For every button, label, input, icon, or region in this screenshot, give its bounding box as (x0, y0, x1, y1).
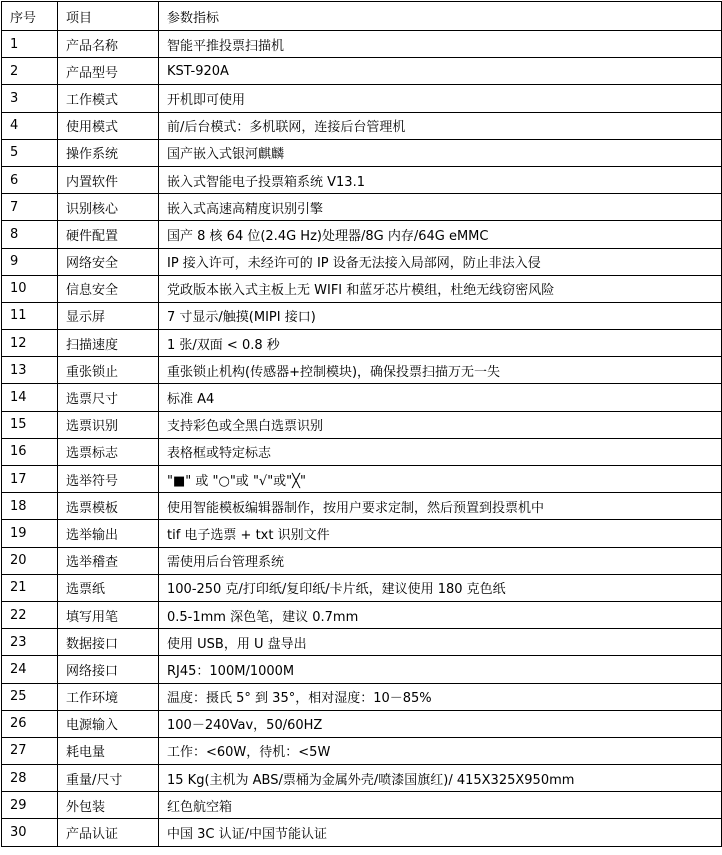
row-number-cell: 3 (2, 85, 58, 112)
row-number-cell: 26 (2, 710, 58, 737)
row-item-cell: 识别核心 (58, 194, 159, 221)
table-row (2, 357, 722, 384)
table-row (2, 438, 722, 465)
row-spec-cell: KST-920A (159, 58, 722, 85)
row-item-cell: 工作模式 (58, 85, 159, 112)
row-number-cell: 27 (2, 737, 58, 764)
table-row (2, 819, 722, 846)
row-spec-cell: "■" 或 "○"或 "√"或"╳" (159, 466, 722, 493)
row-number-cell: 20 (2, 547, 58, 574)
row-number-cell: 1 (2, 31, 58, 58)
table-body (2, 31, 722, 847)
row-spec-cell: 重张锁止机构(传感器+控制模块)，确保投票扫描万无一失 (159, 357, 722, 384)
row-spec-cell: 嵌入式智能电子投票箱系统 V13.1 (159, 166, 722, 193)
row-item-cell: 信息安全 (58, 275, 159, 302)
table-row (2, 574, 722, 601)
row-number-cell: 30 (2, 819, 58, 846)
row-number-cell: 7 (2, 194, 58, 221)
header-no: 序号 (2, 2, 58, 31)
table-row (2, 601, 722, 628)
row-number-cell: 16 (2, 438, 58, 465)
row-spec-cell: IP 接入许可，未经许可的 IP 设备无法接入局部网，防止非法入侵 (159, 248, 722, 275)
row-number-cell: 28 (2, 765, 58, 792)
table-row (2, 248, 722, 275)
row-item-cell: 选票纸 (58, 574, 159, 601)
row-spec-cell: 7 寸显示/触摸(MIPI 接口) (159, 302, 722, 329)
row-number-cell: 5 (2, 139, 58, 166)
row-spec-cell: 前/后台模式：多机联网，连接后台管理机 (159, 112, 722, 139)
row-number-cell: 21 (2, 574, 58, 601)
row-spec-cell: 表格框或特定标志 (159, 438, 722, 465)
row-spec-cell: 100-250 克/打印纸/复印纸/卡片纸，建议使用 180 克色纸 (159, 574, 722, 601)
row-spec-cell: 1 张/双面 < 0.8 秒 (159, 330, 722, 357)
row-item-cell: 耗电量 (58, 737, 159, 764)
row-number-cell: 14 (2, 384, 58, 411)
spec-table (1, 1, 722, 847)
row-item-cell: 填写用笔 (58, 601, 159, 628)
table-row (2, 656, 722, 683)
header-item: 项目 (58, 2, 159, 31)
table-row (2, 466, 722, 493)
row-number-cell: 9 (2, 248, 58, 275)
table-row (2, 683, 722, 710)
row-item-cell: 选票模板 (58, 493, 159, 520)
row-number-cell: 29 (2, 792, 58, 819)
row-spec-cell: 党政版本嵌入式主板上无 WIFI 和蓝牙芯片模组，杜绝无线窃密风险 (159, 275, 722, 302)
row-item-cell: 产品认证 (58, 819, 159, 846)
row-spec-cell: 0.5-1mm 深色笔，建议 0.7mm (159, 601, 722, 628)
row-spec-cell: 使用智能模板编辑器制作，按用户要求定制，然后预置到投票机中 (159, 493, 722, 520)
table-row (2, 302, 722, 329)
row-spec-cell: 国产嵌入式银河麒麟 (159, 139, 722, 166)
row-item-cell: 网络安全 (58, 248, 159, 275)
row-item-cell: 硬件配置 (58, 221, 159, 248)
row-item-cell: 使用模式 (58, 112, 159, 139)
row-item-cell: 重张锁止 (58, 357, 159, 384)
row-item-cell: 选票标志 (58, 438, 159, 465)
table-row (2, 765, 722, 792)
row-item-cell: 数据接口 (58, 629, 159, 656)
row-spec-cell: 使用 USB，用 U 盘导出 (159, 629, 722, 656)
table-row (2, 221, 722, 248)
row-spec-cell: 红色航空箱 (159, 792, 722, 819)
row-number-cell: 11 (2, 302, 58, 329)
row-number-cell: 23 (2, 629, 58, 656)
row-spec-cell: 中国 3C 认证/中国节能认证 (159, 819, 722, 846)
table-row (2, 58, 722, 85)
row-item-cell: 重量/尺寸 (58, 765, 159, 792)
row-spec-cell: 温度：摄氏 5° 到 35°，相对湿度：10－85% (159, 683, 722, 710)
table-row (2, 493, 722, 520)
row-number-cell: 6 (2, 166, 58, 193)
row-number-cell: 24 (2, 656, 58, 683)
row-item-cell: 产品名称 (58, 31, 159, 58)
table-row (2, 85, 722, 112)
row-item-cell: 电源输入 (58, 710, 159, 737)
row-item-cell: 网络接口 (58, 656, 159, 683)
row-spec-cell: 工作：<60W，待机：<5W (159, 737, 722, 764)
table-header-row (2, 2, 722, 31)
row-spec-cell: 智能平推投票扫描机 (159, 31, 722, 58)
table-row (2, 275, 722, 302)
row-spec-cell: 标准 A4 (159, 384, 722, 411)
row-item-cell: 扫描速度 (58, 330, 159, 357)
row-item-cell: 产品型号 (58, 58, 159, 85)
row-spec-cell: 开机即可使用 (159, 85, 722, 112)
row-spec-cell: tif 电子选票 + txt 识别文件 (159, 520, 722, 547)
row-number-cell: 19 (2, 520, 58, 547)
row-number-cell: 18 (2, 493, 58, 520)
row-number-cell: 22 (2, 601, 58, 628)
row-item-cell: 选举稽查 (58, 547, 159, 574)
row-item-cell: 外包装 (58, 792, 159, 819)
row-item-cell: 操作系统 (58, 139, 159, 166)
row-number-cell: 12 (2, 330, 58, 357)
row-item-cell: 显示屏 (58, 302, 159, 329)
table-row (2, 384, 722, 411)
row-spec-cell: 需使用后台管理系统 (159, 547, 722, 574)
table-row (2, 31, 722, 58)
table-row (2, 166, 722, 193)
header-spec: 参数指标 (159, 2, 722, 31)
table-row (2, 710, 722, 737)
row-number-cell: 15 (2, 411, 58, 438)
row-spec-cell: 嵌入式高速高精度识别引擎 (159, 194, 722, 221)
row-spec-cell: 支持彩色或全黑白选票识别 (159, 411, 722, 438)
table-row (2, 520, 722, 547)
table-row (2, 112, 722, 139)
row-number-cell: 10 (2, 275, 58, 302)
row-spec-cell: RJ45：100M/1000M (159, 656, 722, 683)
table-row (2, 194, 722, 221)
table-row (2, 139, 722, 166)
row-item-cell: 工作环境 (58, 683, 159, 710)
row-spec-cell: 15 Kg(主机为 ABS/票桶为金属外壳/喷漆国旗红)/ 415X325X950mm (159, 765, 722, 792)
row-number-cell: 13 (2, 357, 58, 384)
table-row (2, 792, 722, 819)
row-spec-cell: 100－240Vav，50/60HZ (159, 710, 722, 737)
row-item-cell: 选票尺寸 (58, 384, 159, 411)
row-item-cell: 内置软件 (58, 166, 159, 193)
row-number-cell: 8 (2, 221, 58, 248)
row-item-cell: 选票识别 (58, 411, 159, 438)
table-row (2, 411, 722, 438)
row-number-cell: 25 (2, 683, 58, 710)
row-number-cell: 17 (2, 466, 58, 493)
row-item-cell: 选举输出 (58, 520, 159, 547)
table-row (2, 330, 722, 357)
table-row (2, 629, 722, 656)
row-number-cell: 4 (2, 112, 58, 139)
row-spec-cell: 国产 8 核 64 位(2.4G Hz)处理器/8G 内存/64G eMMC (159, 221, 722, 248)
table-row (2, 547, 722, 574)
row-item-cell: 选举符号 (58, 466, 159, 493)
table-row (2, 737, 722, 764)
row-number-cell: 2 (2, 58, 58, 85)
